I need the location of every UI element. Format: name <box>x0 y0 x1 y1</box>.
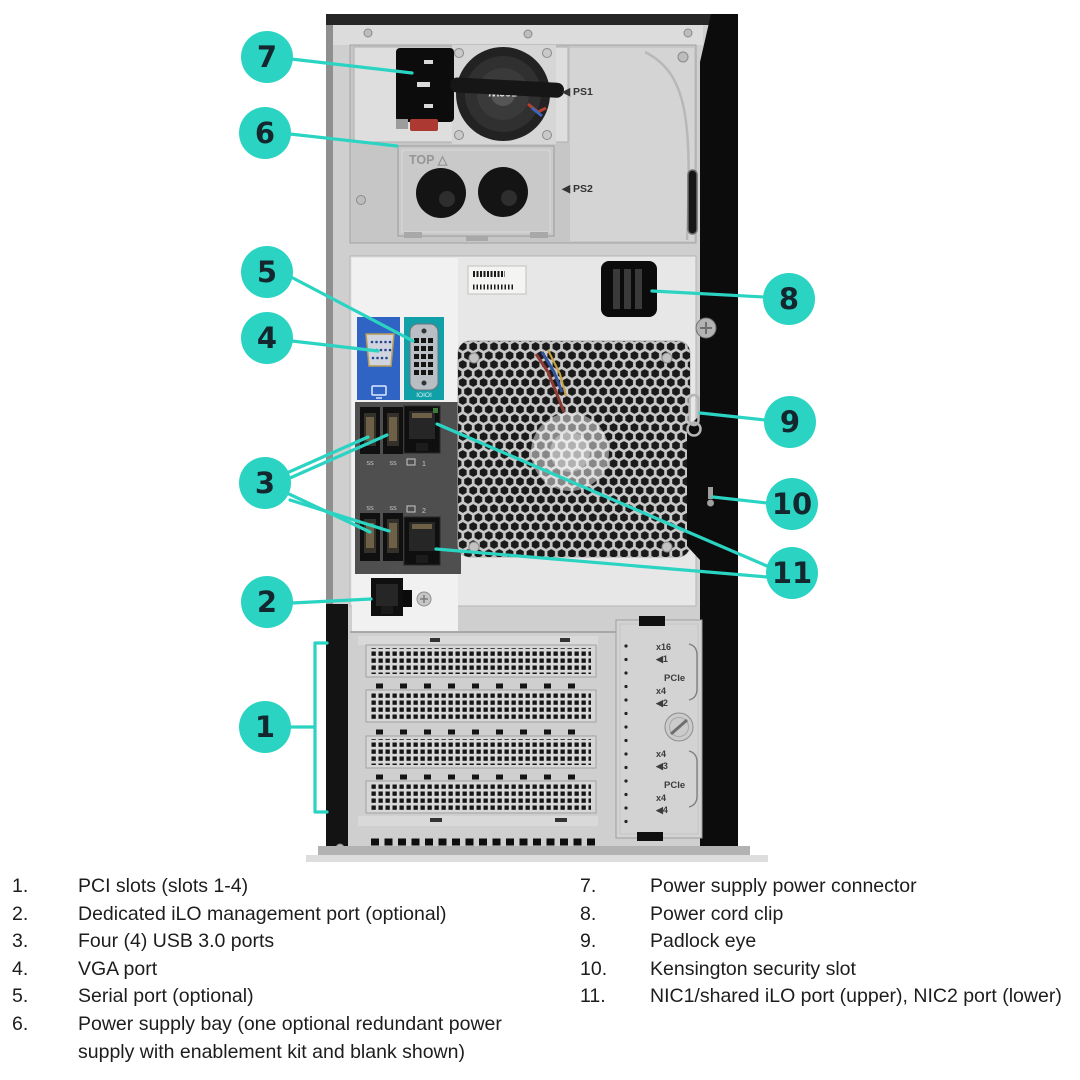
top-orientation-label: TOP △ <box>409 153 448 167</box>
legend-text: Serial port (optional) <box>78 985 254 1008</box>
clip-rib <box>624 269 631 309</box>
latch-metal <box>396 119 408 129</box>
door-latch <box>639 616 665 626</box>
psu-release-tab <box>410 119 438 131</box>
hole-shading <box>439 191 455 207</box>
pcie-slot1-lane-label: x16 <box>656 642 672 652</box>
callout-badge-6: 6 <box>239 107 291 159</box>
psu-blank-plate <box>398 146 554 241</box>
sticker <box>468 266 526 294</box>
rj45-pins <box>412 413 432 418</box>
legend-number: 3. <box>12 930 29 953</box>
legend-text: Power cord clip <box>650 902 784 925</box>
legend-number: 6. <box>12 1012 29 1035</box>
chassis-base <box>318 846 750 855</box>
clip-rib <box>635 269 642 309</box>
screw <box>455 49 464 58</box>
serial-screw-hole <box>422 381 427 386</box>
kensington-dot <box>707 500 714 507</box>
blank-plate-hole <box>416 168 466 218</box>
ps2-label: ◀ PS2 <box>562 183 593 195</box>
chassis-left-edge-lower <box>326 604 348 854</box>
legend-text: Power supply bay (one optional redundant power supply with enablement kit and blank shown) <box>78 1012 502 1063</box>
nic2-port <box>404 517 440 565</box>
screw <box>678 52 688 62</box>
screw <box>662 353 672 363</box>
legend-text: VGA port <box>78 957 158 980</box>
ac-inlet-pin <box>424 104 433 108</box>
screw <box>455 131 464 140</box>
legend-number: 10. <box>580 957 608 980</box>
pci-slot-area <box>336 636 598 852</box>
legend-number: 2. <box>12 902 29 925</box>
usb-port-bottom-right <box>383 513 403 561</box>
legend-left-column <box>12 873 568 1066</box>
ilo-rj45-notch <box>381 606 393 614</box>
pci-slot-cover-4 <box>366 781 596 813</box>
slot-cover-holes <box>371 648 591 674</box>
ilo-label: iLO <box>389 564 403 574</box>
legend-item-10 <box>580 956 1078 984</box>
legend-item-2 <box>12 901 568 929</box>
legend-number: 1. <box>12 875 29 897</box>
nic1-port <box>404 406 440 453</box>
legend-item-4 <box>12 956 568 984</box>
usb-ss-icon: SS <box>389 461 397 467</box>
legend-text: Four (4) USB 3.0 ports <box>78 930 275 953</box>
usb-ss-icon: SS <box>366 461 374 467</box>
bezel-slot <box>688 170 697 234</box>
fan-hub <box>550 432 590 472</box>
plate-tab <box>530 232 548 238</box>
blank-plate-hole <box>478 167 528 217</box>
slot-cover-holes <box>371 739 591 765</box>
legend-text: Power supply power connector <box>650 875 917 897</box>
rail-mark <box>430 638 440 642</box>
pcie-slot2-lane-label: x4 <box>656 686 667 696</box>
usb-ss-icon: SS <box>366 506 374 512</box>
screw-on-bezel <box>696 318 716 338</box>
power-supply-bay <box>350 45 696 243</box>
callout-badge-4: 4 <box>241 312 293 364</box>
callout-badge-7: 7 <box>241 31 293 83</box>
plate-tab <box>404 232 422 238</box>
legend-right-column <box>580 873 1078 1011</box>
screw <box>684 29 692 37</box>
pcie-slot3-label: ◀3 <box>656 761 668 771</box>
rj45-clip <box>416 555 428 563</box>
screw <box>364 29 372 37</box>
pci-slot-cover-2 <box>366 690 596 722</box>
slot-cover-holes <box>371 693 591 719</box>
legend-number: 5. <box>12 985 29 1008</box>
ac-inlet-pin <box>417 82 430 87</box>
legend-text: PCI slots (slots 1-4) <box>78 875 249 897</box>
nic2-number-label: 2 <box>422 508 426 515</box>
callout-badge-8: 8 <box>763 273 815 325</box>
chassis-top-rail <box>333 25 703 45</box>
legend-number: 11. <box>580 985 606 1008</box>
legend-item-3 <box>12 928 568 956</box>
pcie-slot4-label: ◀4 <box>656 805 668 815</box>
ilo-rj45-cavity <box>376 584 398 606</box>
callout-badge-3: 3 <box>239 457 291 509</box>
usb-port-bottom-left <box>360 513 380 561</box>
rj45-clip <box>416 443 428 451</box>
ac-inlet-pin <box>424 60 433 64</box>
callout-badge-5: 5 <box>241 246 293 298</box>
power-cord-clip <box>601 261 657 317</box>
legend-item-1 <box>12 873 568 901</box>
pcie-riser-door <box>616 616 702 841</box>
rj45-pins <box>412 524 432 529</box>
callout-badge-10: 10 <box>766 478 818 530</box>
legend-item-5 <box>12 983 568 1011</box>
chassis-top-edge <box>326 14 738 25</box>
serial-ioioi-icon: IOIOI <box>416 392 432 399</box>
plate-tab <box>466 236 488 241</box>
pcie-slot2-label: ◀2 <box>656 698 668 708</box>
pci-slot-cover-1 <box>366 645 596 677</box>
door-latch <box>637 832 663 841</box>
link-led <box>433 408 438 413</box>
legend-text: Dedicated iLO management port (optional) <box>78 902 447 925</box>
pcie-slot4-lane-label: x4 <box>656 793 667 803</box>
psu-recess-blank-side <box>570 48 694 241</box>
pcie-lower-group-label: PCIe <box>664 780 686 791</box>
legend-item-8 <box>580 901 1078 929</box>
pcie-slot1-label: ◀1 <box>656 654 668 664</box>
serial-port <box>404 317 444 400</box>
screw <box>543 49 552 58</box>
legend-item-7 <box>580 873 1078 901</box>
legend-text: NIC1/shared iLO port (upper), NIC2 port (lower) <box>650 985 1062 1008</box>
slot-cover-holes <box>371 784 591 810</box>
rail-mark <box>560 638 570 642</box>
ilo-rj45-clip <box>403 590 412 607</box>
legend-number: 7. <box>580 875 597 897</box>
screw <box>543 131 552 140</box>
hole-shading <box>501 190 517 206</box>
leader-1-bracket <box>315 643 327 812</box>
nic1-number-label: 1 <box>422 461 426 468</box>
legend-number: 4. <box>12 957 29 980</box>
legend-number: 8. <box>580 902 597 925</box>
usb-port-top-right <box>383 407 403 454</box>
usb-contacts <box>389 417 397 441</box>
serial-screw-hole <box>422 329 427 334</box>
pcie-upper-group-label: PCIe <box>664 673 686 684</box>
legend-item-6 <box>12 1011 568 1066</box>
callout-badge-1: 1 <box>239 701 291 753</box>
pci-slot-cover-3 <box>366 736 596 768</box>
chassis-shadow <box>306 855 768 862</box>
power-connector <box>396 48 454 131</box>
legend-text: Kensington security slot <box>650 957 856 980</box>
callout-badge-11: 11 <box>766 547 818 599</box>
legend-item-9 <box>580 928 1078 956</box>
legend-text: Padlock eye <box>650 930 757 953</box>
legend-item-11 <box>580 983 1078 1011</box>
usb-contacts <box>389 523 397 548</box>
screw <box>524 30 532 38</box>
rail-mark <box>555 818 567 822</box>
screw <box>469 353 479 363</box>
rail-mark <box>430 818 442 822</box>
legend-number: 9. <box>580 930 597 953</box>
clip-rib <box>613 269 620 309</box>
screw <box>662 542 672 552</box>
callout-badge-9: 9 <box>764 396 816 448</box>
usb-ss-icon: SS <box>389 506 397 512</box>
screw <box>357 196 366 205</box>
pcie-slot3-lane-label: x4 <box>656 749 667 759</box>
ps1-label: ◀ PS1 <box>562 86 593 98</box>
service-label <box>468 266 526 294</box>
callout-badge-2: 2 <box>241 576 293 628</box>
